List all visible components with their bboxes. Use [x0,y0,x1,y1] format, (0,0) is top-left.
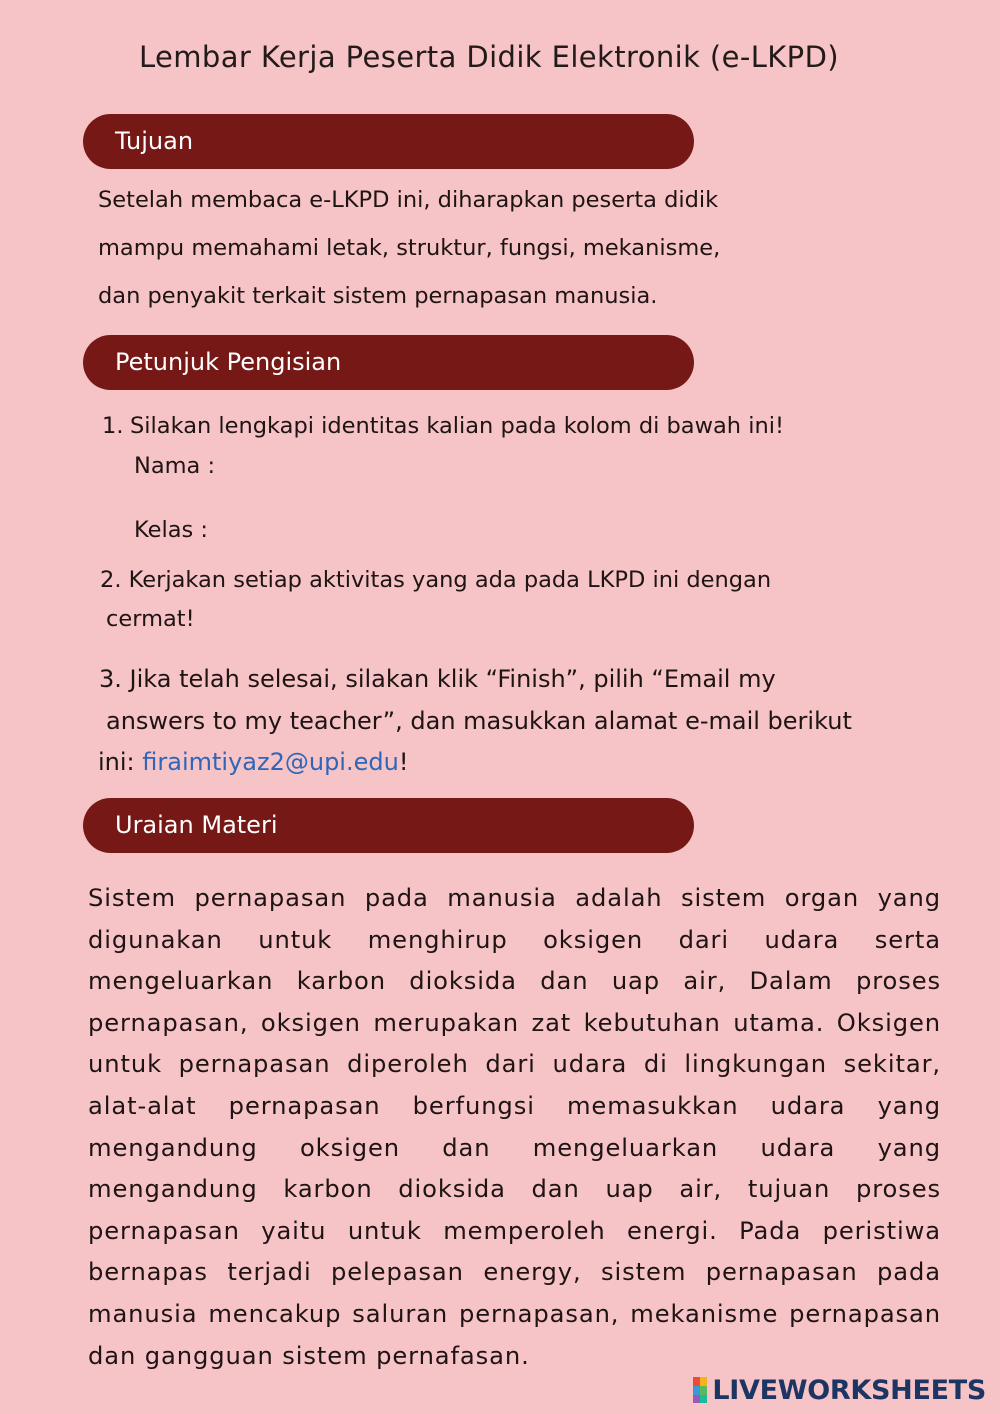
email-link[interactable]: firaimtiyaz2@upi.edu [142,748,399,776]
section-header-tujuan: Tujuan [83,114,694,169]
petunjuk-item-2-line-1: 2. Kerjakan setiap aktivitas yang ada pada LKPD ini dengan [100,567,772,593]
tujuan-line-3: dan penyakit terkait sistem pernapasan manusia. [98,283,658,309]
petunjuk-item-3-suffix: ! [398,748,409,776]
petunjuk-item-3-line-1: 3. Jika telah selesai, silakan klik “Finish”, pilih “Email my [99,665,776,693]
nama-label: Nama : [134,453,216,479]
petunjuk-item-1-text: Silakan lengkapi identitas kalian pada kolom di bawah ini! [130,413,784,439]
petunjuk-item-3-prefix: ini: [98,748,143,776]
section-header-uraian: Uraian Materi [83,798,694,853]
petunjuk-item-3-line-2: answers to my teacher”, dan masukkan alamat e-mail berikut [106,707,852,735]
kelas-label: Kelas : [134,517,208,543]
page-title: Lembar Kerja Peserta Didik Elektronik (e-LKPD) [138,40,840,74]
tujuan-line-1: Setelah membaca e-LKPD ini, diharapkan peserta didik [98,187,719,213]
liveworksheets-logo [693,1372,986,1408]
petunjuk-item-1-number: 1. [102,413,124,439]
liveworksheets-logo-text: LIVEWORKSHEETS [712,1374,986,1406]
petunjuk-item-2-line-2: cermat! [106,606,195,632]
petunjuk-item-3-line-3 [98,748,408,776]
liveworksheets-mark-icon [693,1377,707,1403]
section-header-petunjuk: Petunjuk Pengisian [83,335,694,390]
uraian-materi-text: Sistem pernapasan pada manusia adalah sistem organ yang digunakan untuk menghirup oksigen dari udara serta mengeluarkan karbon dioksida dan uap air, Dalam proses pernapasan, oksigen merupakan zat kebutuhan utama. Oksigen untuk pernapasan diperoleh dari udara di lingkungan sekitar, alat-alat pernapasan berfungsi memasukkan udara yang mengandung oksigen dan mengeluarkan udara yang mengandung karbon dioksida dan uap air, tujuan proses pernapasan yaitu untuk memperoleh energi. Pada peristiwa bernapas terjadi pelepasan energy, sistem pernapasan pada manusia mencakup saluran pernapasan, mekanisme pernapasan dan gangguan sistem pernafasan. [88,884,941,1370]
tujuan-line-2: mampu memahami letak, struktur, fungsi, mekanisme, [98,235,721,261]
